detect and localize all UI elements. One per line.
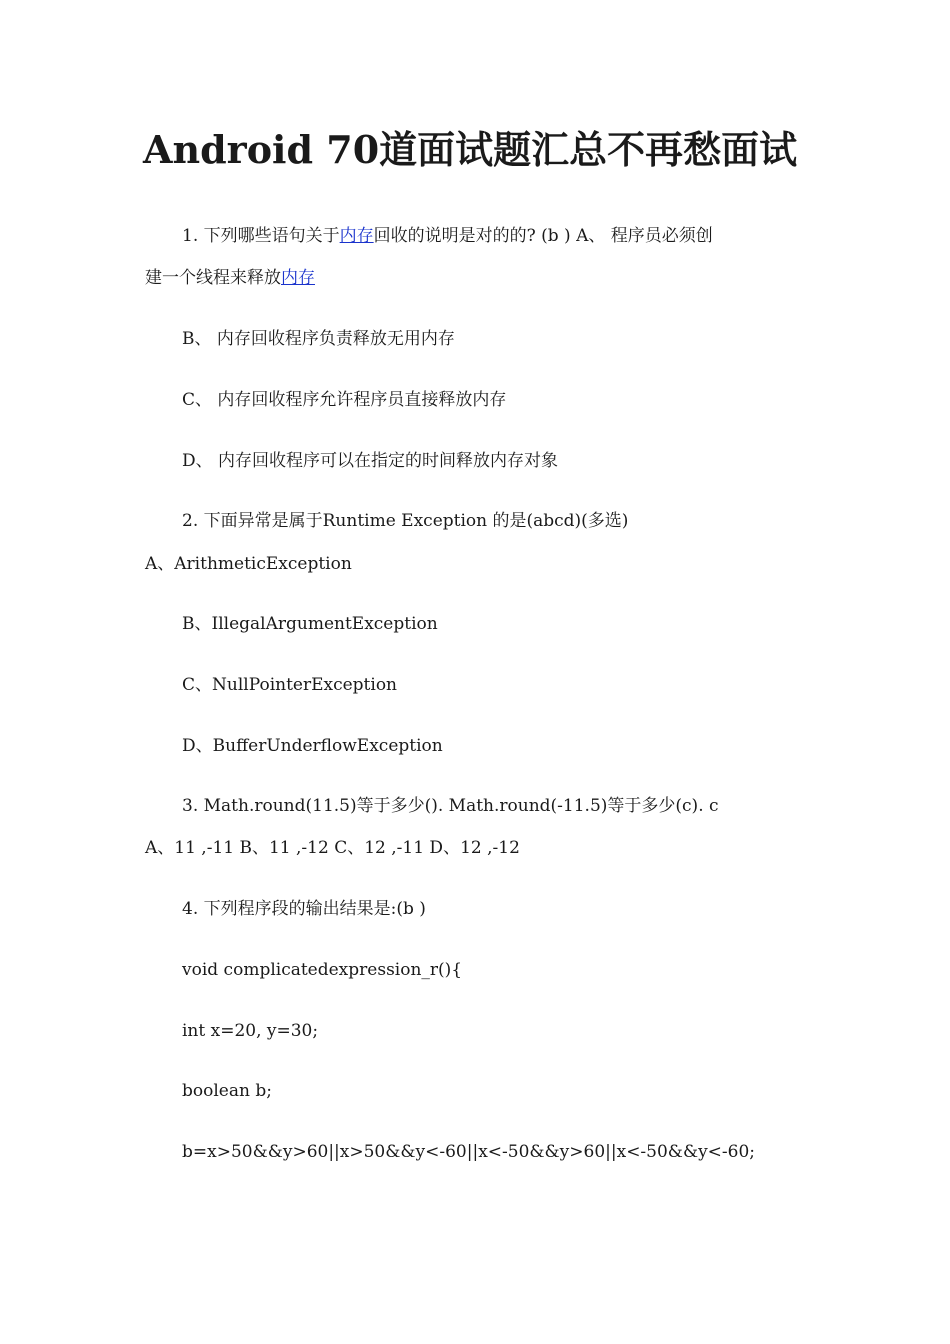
question-1-option-c: C、 内存回收程序允许程序员直接释放内存 xyxy=(182,390,507,410)
question-2-option-b: B、IllegalArgumentException xyxy=(182,614,438,634)
question-1-line-1 xyxy=(182,224,713,248)
code-line-3: boolean b; xyxy=(182,1081,272,1101)
memory-link[interactable]: 内存 xyxy=(339,226,374,246)
memory-link[interactable]: 内存 xyxy=(281,268,315,288)
question-1-option-b: B、 内存回收程序负责释放无用内存 xyxy=(182,329,455,349)
question-2-option-d: D、BufferUnderflowException xyxy=(182,736,443,756)
question-3-text: 3. Math.round(11.5)等于多少(). Math.round(-11.5)等于多少(c). c xyxy=(182,796,719,816)
code-line-4: b=x>50&&y>60||x>50&&y<-60||x<-50&&y>60||x<-50&&y<-60; xyxy=(182,1142,756,1162)
question-1-option-a-text: 建一个线程来释放 xyxy=(145,268,281,288)
question-2-option-c: C、NullPointerException xyxy=(182,675,398,695)
question-4-text: 4. 下列程序段的输出结果是:(b ) xyxy=(182,899,426,919)
question-3-options: A、11 ,-11 B、11 ,-12 C、12 ,-11 D、12 ,-12 xyxy=(145,838,520,858)
code-line-2: int x=20, y=30; xyxy=(182,1021,319,1041)
question-1-text: 1. 下列哪些语句关于 xyxy=(182,226,340,246)
question-2-option-a: A、ArithmeticException xyxy=(145,554,352,574)
question-1-option-d: D、 内存回收程序可以在指定的时间释放内存对象 xyxy=(182,451,559,471)
question-1-text-cont: 回收的说明是对的的? (b ) A、 程序员必须创 xyxy=(373,226,713,246)
code-line-1: void complicatedexpression_r(){ xyxy=(182,960,463,980)
page-title: Android 70道面试题汇总不再愁面试 xyxy=(143,127,798,172)
question-1-line-2 xyxy=(145,266,315,290)
question-2-text: 2. 下面异常是属于Runtime Exception 的是(abcd)(多选) xyxy=(182,511,629,531)
